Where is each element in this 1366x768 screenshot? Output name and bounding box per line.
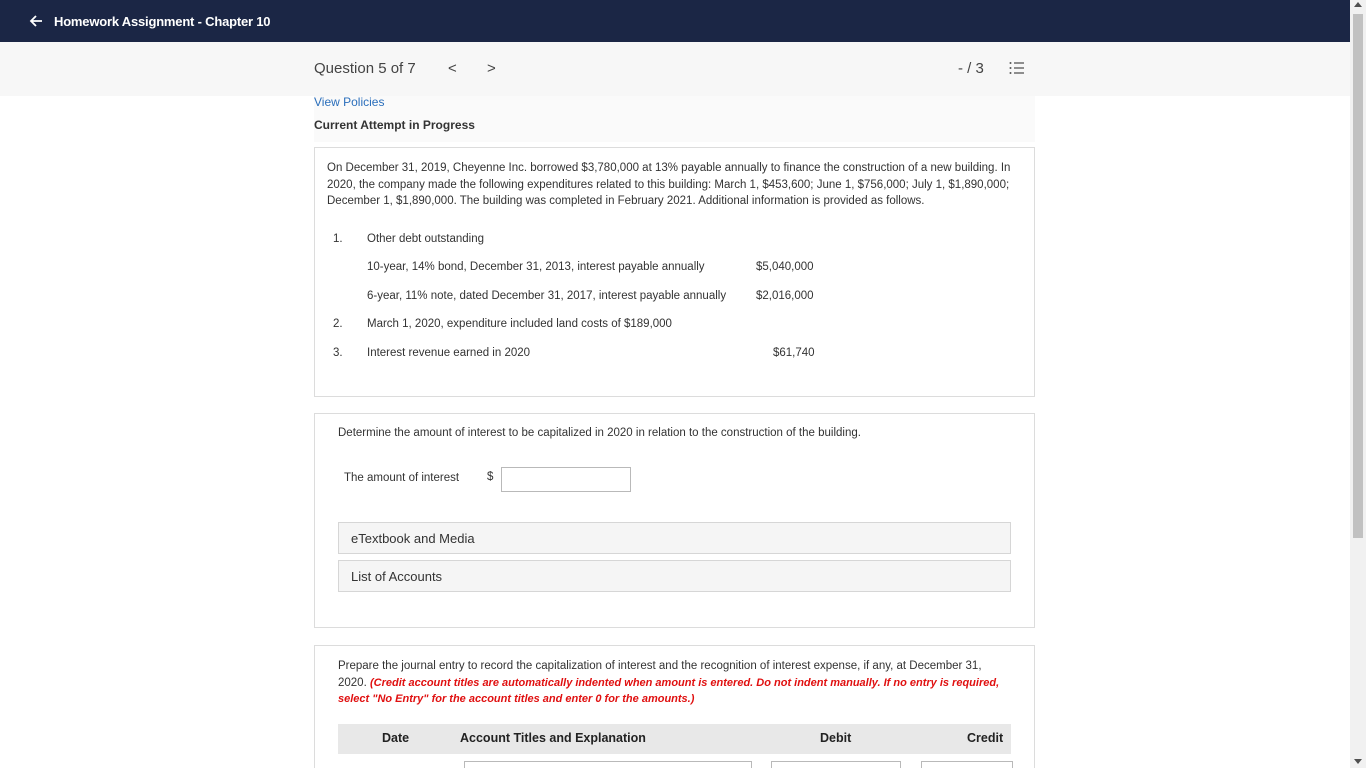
info-row-amount: $61,740 [773,347,815,359]
back-arrow-icon[interactable] [28,13,44,29]
item-number: 1. [333,233,343,245]
scroll-down-icon[interactable] [1354,759,1362,764]
credit-input[interactable] [921,761,1013,768]
scroll-up-icon[interactable] [1354,2,1362,7]
part2-card [314,645,1035,768]
info-row-label: 6-year, 11% note, dated December 31, 2017, interest payable annually [367,290,727,302]
problem-text: On December 31, 2019, Cheyenne Inc. borrowed $3,780,000 at 13% payable annually to finance the construction of a new building. In 2020, the company made the following expenditures related to this building: March 1, $453,600; June 1, $756,000; July 1, $1,890,000; December 1, $1,890,000. The building was completed in February 2021. Additional information is provided as follows. [327,162,1011,207]
question-score: - / 3 [958,60,984,77]
info-row-amount: $5,040,000 [756,261,814,273]
info-row-label: March 1, 2020, expenditure included land costs of $189,000 [367,318,672,330]
page-scrollbar[interactable] [1350,0,1366,768]
part2-instruction: (Credit account titles are automatically indented when amount is entered. Do not indent manually. If no entry is required, select "No Entry" for the account titles and enter 0 for the amounts.) [338,676,1000,705]
etextbook-media-accordion[interactable]: eTextbook and Media [338,522,1011,554]
list-of-accounts-accordion[interactable]: List of Accounts [338,560,1011,592]
item-number: 2. [333,318,343,330]
part2-question-text: Prepare the journal entry to record the capitalization of interest and the recognition of interest expense, if any, at December 31, 2020. [338,660,982,689]
top-bar [0,0,1350,42]
currency-symbol: $ [487,471,494,483]
debit-input[interactable] [771,761,901,768]
scroll-thumb[interactable] [1353,14,1363,538]
part2-question [338,658,1010,708]
column-date: Date [382,731,410,745]
journal-table-header [338,724,1011,754]
view-policies-link[interactable]: View Policies [314,95,385,109]
prev-question-button[interactable]: < [448,60,457,77]
problem-card [314,147,1035,397]
column-debit: Debit [820,731,852,745]
account-title-input[interactable] [464,761,752,768]
part1-card [314,413,1035,628]
attempt-status: Current Attempt in Progress [314,118,475,132]
part1-question: Determine the amount of interest to be capitalized in 2020 in relation to the construction of the building. [338,427,861,439]
amount-label: The amount of interest [344,472,460,484]
column-credit: Credit [967,731,1004,745]
question-list-icon[interactable] [1009,61,1025,75]
question-counter: Question 5 of 7 [314,60,416,77]
info-row-amount: $2,016,000 [756,290,814,302]
interest-amount-input[interactable] [501,467,631,492]
column-account: Account Titles and Explanation [460,731,646,745]
item-number: 3. [333,347,343,359]
question-nav-strip [0,42,1350,96]
info-row-label: Other debt outstanding [367,233,484,245]
info-row-label: Interest revenue earned in 2020 [367,347,531,359]
info-row-label: 10-year, 14% bond, December 31, 2013, interest payable annually [367,261,705,273]
assignment-title: Homework Assignment - Chapter 10 [54,13,271,29]
next-question-button[interactable]: > [487,60,496,77]
